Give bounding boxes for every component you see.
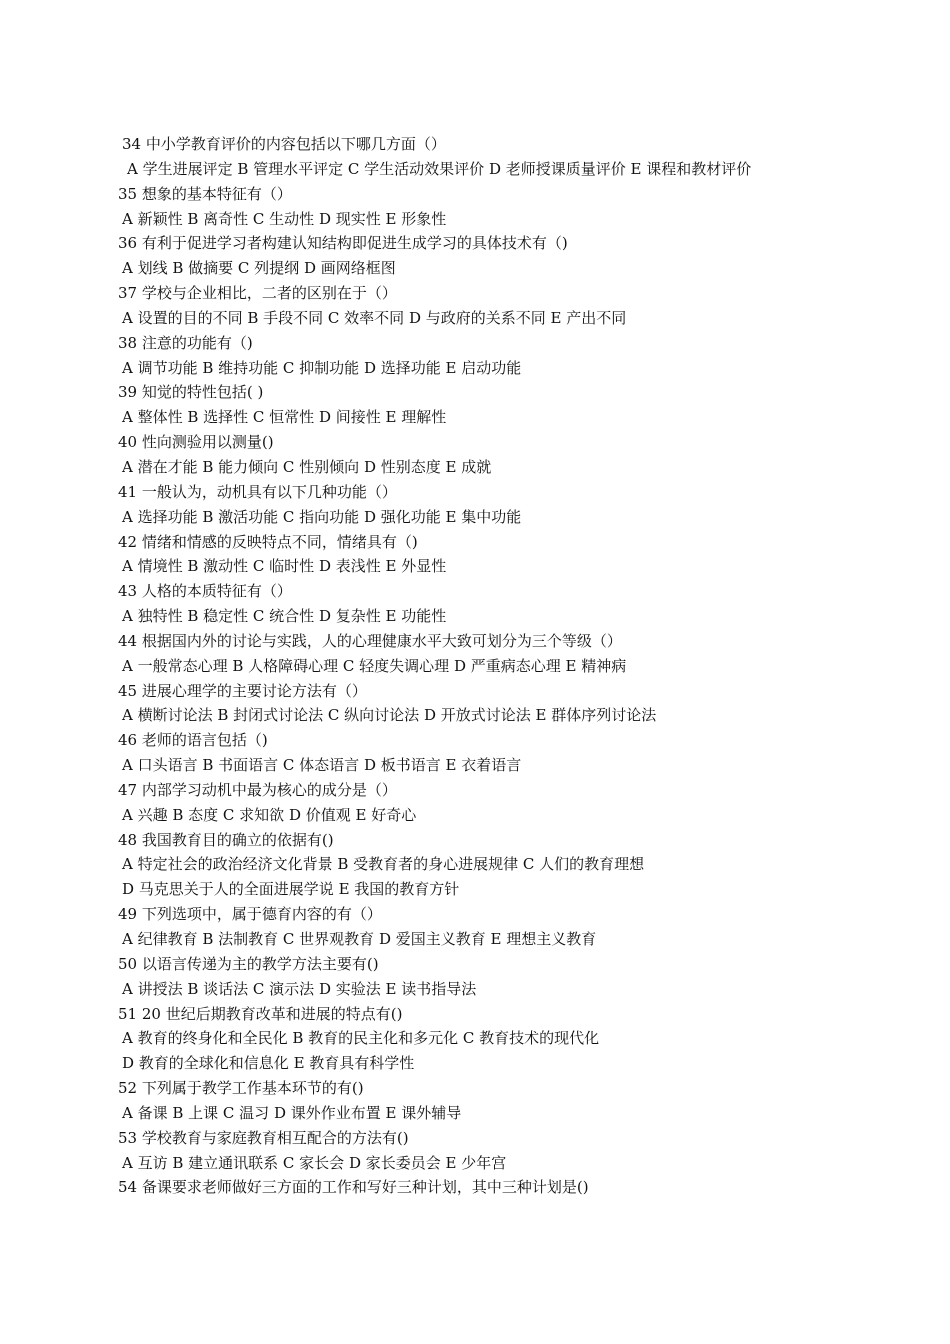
answer-options: A 特定社会的政治经济文化背景 B 受教育者的身心进展规律 C 人们的教育理想 (122, 855, 645, 874)
answer-options: A 讲授法 B 谈话法 C 演示法 D 实验法 E 读书指导法 (122, 979, 477, 998)
question-text: 34 中小学教育评价的内容包括以下哪几方面（） (122, 135, 446, 153)
answer-options: A 设置的目的不同 B 手段不同 C 效率不同 D 与政府的关系不同 E 产出不同 (122, 308, 627, 327)
question-text: 42 情绪和情感的反映特点不同，情绪具有（) (118, 532, 418, 551)
question-text: 49 下列选项中，属于德育内容的有（） (118, 905, 382, 924)
answer-options: D 教育的全球化和信息化 E 教育具有科学性 (122, 1054, 415, 1073)
answer-options: A 情境性 B 激动性 C 临时性 D 表浅性 E 外显性 (122, 557, 447, 576)
question-text: 48 我国教育目的确立的依据有() (118, 830, 334, 849)
question-text: 45 进展心理学的主要讨论方法有（） (118, 681, 367, 700)
answer-options: A 教育的终身化和全民化 B 教育的民主化和多元化 C 教育技术的现代化 (122, 1029, 600, 1048)
question-text: 37 学校与企业相比，二者的区别在于（） (118, 284, 397, 303)
question-text: 47 内部学习动机中最为核心的成分是（） (118, 780, 397, 799)
question-text: 54 备课要求老师做好三方面的工作和写好三种计划，其中三种计划是() (118, 1178, 589, 1197)
answer-options: A 学生进展评定 B 管理水平评定 C 学生活动效果评价 D 老师授课质量评价 E 课程和教材评价 (127, 159, 752, 178)
question-text: 50 以语言传递为主的教学方法主要有() (118, 954, 379, 973)
answer-options: A 兴趣 B 态度 C 求知欲 D 价值观 E 好奇心 (122, 805, 417, 824)
question-text: 35 想象的基本特征有（） (118, 184, 292, 203)
answer-options: A 纪律教育 B 法制教育 C 世界观教育 D 爱国主义教育 E 理想主义教育 (122, 930, 597, 948)
question-text: 52 下列属于教学工作基本环节的有() (118, 1079, 364, 1098)
question-text: 39 知觉的特性包括( ) (118, 383, 264, 402)
answer-options: D 马克思关于人的全面进展学说 E 我国的教育方针 (122, 880, 460, 899)
question-text: 44 根据国内外的讨论与实践，人的心理健康水平大致可划分为三个等级（） (118, 631, 622, 650)
question-text: 53 学校教育与家庭教育相互配合的方法有() (118, 1128, 409, 1147)
answer-options: A 口头语言 B 书面语言 C 体态语言 D 板书语言 E 衣着语言 (122, 756, 522, 775)
question-text: 38 注意的功能有（) (118, 333, 253, 352)
question-text: 51 20 世纪后期教育改革和进展的特点有() (118, 1004, 403, 1023)
answer-options: A 独特性 B 稳定性 C 统合性 D 复杂性 E 功能性 (122, 607, 447, 626)
question-text: 36 有利于促进学习者构建认知结构即促进生成学习的具体技术有（) (118, 234, 568, 253)
answer-options: A 调节功能 B 维持功能 C 抑制功能 D 选择功能 E 启动功能 (122, 358, 522, 377)
question-text: 41 一般认为，动机具有以下几种功能（） (118, 482, 397, 501)
answer-options: A 整体性 B 选择性 C 恒常性 D 间接性 E 理解性 (122, 408, 447, 427)
question-text: 46 老师的语言包括（) (118, 731, 268, 750)
answer-options: A 划线 B 做摘要 C 列提纲 D 画网络框图 (122, 259, 396, 278)
answer-options: A 备课 B 上课 C 温习 D 课外作业布置 E 课外辅导 (122, 1103, 462, 1122)
answer-options: A 新颖性 B 离奇性 C 生动性 D 现实性 E 形象性 (122, 209, 447, 228)
question-text: 43 人格的本质特征有（） (118, 582, 292, 601)
question-list (118, 132, 898, 1200)
answer-options: A 一般常态心理 B 人格障碍心理 C 轻度失调心理 D 严重病态心理 E 精神病 (122, 656, 627, 675)
question-text: 40 性向测验用以测量() (118, 433, 274, 452)
answer-options: A 选择功能 B 激活功能 C 指向功能 D 强化功能 E 集中功能 (122, 507, 522, 526)
answer-options: A 横断讨论法 B 封闭式讨论法 C 纵向讨论法 D 开放式讨论法 E 群体序列讨论法 (122, 706, 657, 725)
answer-options: A 互访 B 建立通讯联系 C 家长会 D 家长委员会 E 少年宫 (122, 1153, 507, 1172)
answer-options: A 潜在才能 B 能力倾向 C 性别倾向 D 性别态度 E 成就 (122, 457, 492, 476)
